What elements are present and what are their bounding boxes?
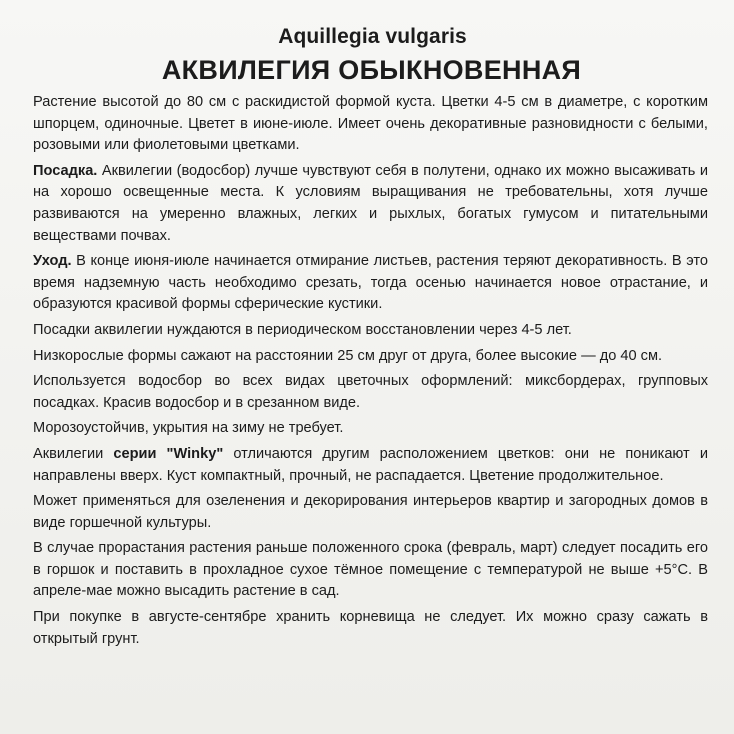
winky-post-text: отличаются другим расположением цветков: они не поникают и направлены вверх. Куст компактный, прочный, не распадается. Цветение продолжительное. <box>33 445 708 484</box>
care-paragraph <box>33 251 708 316</box>
care-heading: Уход. <box>33 253 72 270</box>
spacing-paragraph: Низкорослые формы сажают на расстоянии 25 см друг от друга, более высокие — до 40 см. <box>33 347 663 364</box>
storage-paragraph: При покупке в августе-сентябре хранить корневища не следует. Их можно сразу сажать в открытый грунт. <box>33 609 708 647</box>
care-text: В конце июня-июле начинается отмирание листьев, растения теряют декоративность. В это время надземную часть необходимо срезать, тогда осенью начинается новое отрастание, и образуются красивой формы сферические кустики. <box>33 253 708 313</box>
hardiness-paragraph: Морозоустойчив, укрытия на зиму не требует. <box>33 420 344 437</box>
early-growth-paragraph: В случае прорастания растения раньше положенного срока (февраль, март) следует посадить его в горшок и поставить в прохладное сухое тёмное помещение с температурой не выше +5°С. В апреле-мае можно высадить растение в сад. <box>33 540 708 600</box>
winky-series-name: серии "Winky" <box>113 445 224 462</box>
renewal-paragraph: Посадки аквилегии нуждаются в периодическом восстановлении через 4-5 лет. <box>33 321 572 338</box>
usage-paragraph: Используется водосбор во всех видах цветочных оформлений: миксбордерах, групповых посадках. Красив водосбор и в срезанном виде. <box>33 373 708 411</box>
description-paragraph: Растение высотой до 80 см с раскидистой формой куста. Цветки 4-5 см в диаметре, с коротким шпорцем, одиночные. Цветет в июне-июле. Имеет очень декоративные разновидности с белыми, розовыми или фиолетовыми цветками. <box>33 94 708 154</box>
winky-pre-text: Аквилегии <box>33 445 114 462</box>
instructions-body <box>33 92 708 650</box>
planting-heading: Посадка. <box>33 162 98 179</box>
russian-name-title: АКВИЛЕГИЯ ОБЫКНОВЕННАЯ <box>161 55 582 85</box>
latin-name-title: Aquillegia vulgaris <box>278 25 467 48</box>
planting-text: Аквилегии (водосбор) лучше чувствуют себя в полутени, однако их можно высаживать и на хорошо освещенные места. К условиям выращивания не требовательны, хотя лучше развиваются на умеренно влажных, легких и рыхлых, богатых гумусом и питательными веществами почвах. <box>33 162 708 244</box>
interior-paragraph: Может применяться для озеленения и декорирования интерьеров квартир и загородных домов в виде горшечной культуры. <box>33 493 708 531</box>
planting-paragraph <box>33 161 708 247</box>
winky-series-paragraph <box>33 444 708 487</box>
